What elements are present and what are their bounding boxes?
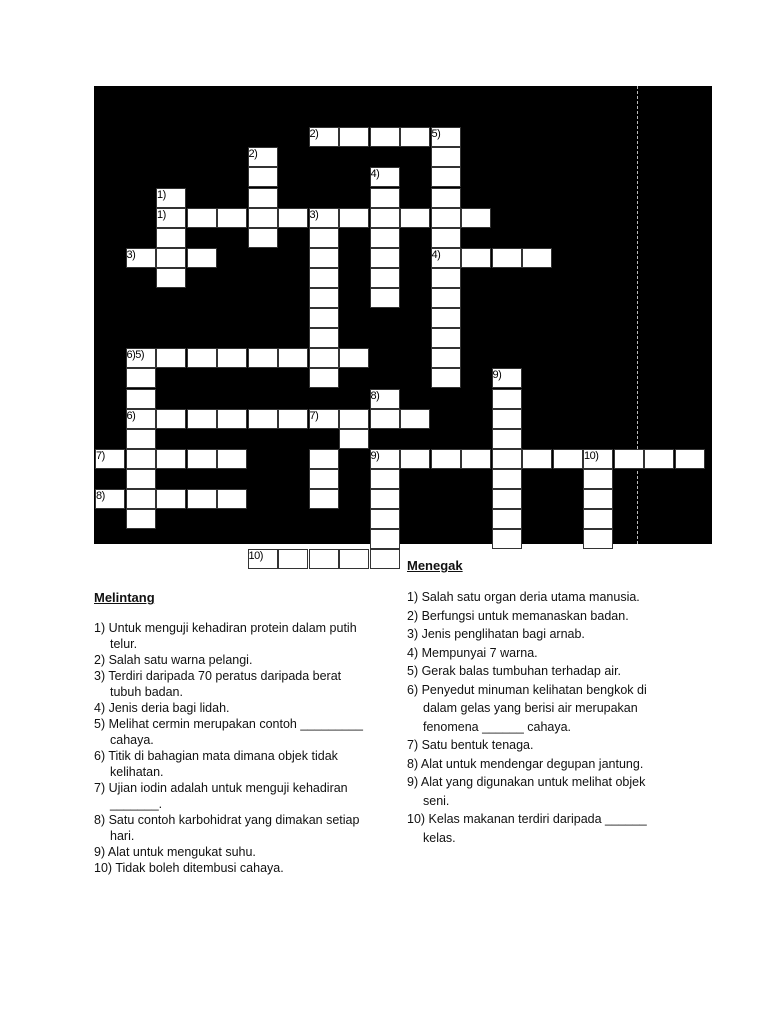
crossword-cell[interactable] <box>675 449 705 469</box>
melintang-clue: 5) Melihat cermin merupakan contoh _________ cahaya. <box>94 717 363 747</box>
crossword-cell[interactable] <box>126 469 156 489</box>
crossword-cell[interactable] <box>370 509 400 529</box>
crossword-cell[interactable] <box>309 348 339 368</box>
crossword-cell[interactable] <box>95 489 125 509</box>
crossword-cell[interactable] <box>370 268 400 288</box>
crossword-cell[interactable] <box>492 248 522 268</box>
melintang-clue: 8) Satu contoh karbohidrat yang dimakan setiap hari. <box>94 813 360 843</box>
menegak-clue: 5) Gerak balas tumbuhan terhadap air. <box>407 664 622 678</box>
crossword-cell[interactable] <box>583 449 613 469</box>
crossword-cell[interactable] <box>156 268 186 288</box>
melintang-clue: 9) Alat untuk mengukat suhu. <box>94 845 256 859</box>
clue-number-label: 6) <box>126 409 136 422</box>
crossword-cell[interactable] <box>187 409 217 429</box>
crossword-cell[interactable] <box>309 268 339 288</box>
crossword-cell[interactable] <box>126 368 156 388</box>
clue-number-label: 2) <box>309 128 319 141</box>
crossword-cell[interactable] <box>370 469 400 489</box>
crossword-cell[interactable] <box>187 489 217 509</box>
menegak-clue: 3) Jenis penglihatan bagi arnab. <box>407 627 585 641</box>
crossword-cell[interactable] <box>278 348 308 368</box>
clue-number-label: 6)5) <box>126 349 145 362</box>
clue-number-label: 1) <box>157 188 166 201</box>
crossword-cell[interactable] <box>492 489 522 509</box>
melintang-clue: 4) Jenis deria bagi lidah. <box>94 701 230 715</box>
melintang-clue: 1) Untuk menguji kehadiran protein dalam putih telur. <box>94 621 357 651</box>
crossword-cell[interactable] <box>522 449 552 469</box>
clue-number-label: 9) <box>370 449 380 462</box>
crossword-cell[interactable] <box>309 449 339 469</box>
menegak-clue-list <box>407 588 675 847</box>
crossword-cell[interactable] <box>431 328 461 348</box>
crossword-cell[interactable] <box>217 489 247 509</box>
clue-number-label: 7) <box>309 409 319 422</box>
crossword-cell[interactable] <box>431 188 461 208</box>
melintang-clue: 3) Terdiri daripada 70 peratus daripada berat tubuh badan. <box>94 669 342 699</box>
crossword-cell[interactable] <box>126 348 156 368</box>
crossword-cell[interactable] <box>309 288 339 308</box>
crossword-cell[interactable] <box>431 248 461 268</box>
crossword-cell[interactable] <box>431 348 461 368</box>
crossword-cell[interactable] <box>309 127 339 147</box>
crossword-cell[interactable] <box>156 348 186 368</box>
crossword-cell[interactable] <box>309 328 339 348</box>
crossword-cell[interactable] <box>278 409 308 429</box>
crossword-cell[interactable] <box>492 509 522 529</box>
crossword-cell[interactable] <box>187 348 217 368</box>
crossword-cell[interactable] <box>431 167 461 187</box>
melintang-clue: 7) Ujian iodin adalah untuk menguji kehadiran _______. <box>94 781 348 811</box>
crossword-cell[interactable] <box>248 167 278 187</box>
menegak-clue: 9) Alat yang digunakan untuk melihat objek seni. <box>407 775 646 808</box>
menegak-clue: 2) Berfungsi untuk memanaskan badan. <box>407 608 629 623</box>
crossword-cell[interactable] <box>431 308 461 328</box>
crossword-cell[interactable] <box>187 449 217 469</box>
crossword-cell[interactable] <box>492 469 522 489</box>
crossword-cell[interactable] <box>461 449 491 469</box>
crossword-cell[interactable] <box>217 409 247 429</box>
crossword-cell[interactable] <box>522 248 552 268</box>
crossword-cell[interactable] <box>217 348 247 368</box>
crossword-cell[interactable] <box>339 127 369 147</box>
crossword-cell[interactable] <box>431 228 461 248</box>
crossword-cell[interactable] <box>583 529 613 549</box>
melintang-clue: 2) Salah satu warna pelangi. <box>94 653 253 667</box>
crossword-cell[interactable] <box>309 228 339 248</box>
crossword-cell[interactable] <box>248 188 278 208</box>
clue-number-label: 3) <box>126 248 136 261</box>
crossword-cell[interactable] <box>248 147 278 167</box>
crossword-cell[interactable] <box>339 208 369 228</box>
crossword-cell[interactable] <box>370 288 400 308</box>
crossword-cell[interactable] <box>126 429 156 449</box>
crossword-cell[interactable] <box>370 208 400 228</box>
crossword-cell[interactable] <box>370 409 400 429</box>
crossword-cell[interactable] <box>248 208 278 228</box>
clue-number-label: 8) <box>96 490 105 502</box>
crossword-cell[interactable] <box>309 368 339 388</box>
crossword-cell[interactable] <box>95 449 125 469</box>
crossword-cell[interactable] <box>431 449 461 469</box>
crossword-cell[interactable] <box>370 549 400 569</box>
crossword-cell[interactable] <box>309 248 339 268</box>
crossword-cell[interactable] <box>126 248 156 268</box>
crossword-cell[interactable] <box>644 449 674 469</box>
crossword-cell[interactable] <box>156 248 186 268</box>
melintang-clue: 6) Titik di bahagian mata dimana objek tidak kelihatan. <box>94 749 338 779</box>
crossword-cell[interactable] <box>309 208 339 228</box>
crossword-cell[interactable] <box>431 208 461 228</box>
crossword-cell[interactable] <box>309 409 339 429</box>
crossword-cell[interactable] <box>248 228 278 248</box>
crossword-cell[interactable] <box>309 308 339 328</box>
crossword-cell[interactable] <box>126 409 156 429</box>
grid-divider-line <box>637 86 638 544</box>
clue-number-label: 7) <box>96 449 105 462</box>
clue-number-label: 10) <box>584 449 599 462</box>
crossword-cell[interactable] <box>187 208 217 228</box>
crossword-cell[interactable] <box>126 489 156 509</box>
crossword-cell[interactable] <box>492 529 522 549</box>
melintang-clue-list <box>94 620 370 876</box>
crossword-cell[interactable] <box>248 409 278 429</box>
crossword-grid <box>94 86 712 563</box>
clue-number-label: 5) <box>431 128 441 141</box>
melintang-heading: Melintang <box>94 590 155 605</box>
crossword-cell[interactable] <box>461 248 491 268</box>
crossword-cell[interactable] <box>156 449 186 469</box>
crossword-cell[interactable] <box>126 509 156 529</box>
crossword-cell[interactable] <box>156 409 186 429</box>
crossword-cell[interactable] <box>370 389 400 409</box>
clue-number-label: 1) <box>157 208 166 221</box>
clue-number-label: 4) <box>431 248 441 261</box>
menegak-clue: 8) Alat untuk mendengar degupan jantung. <box>407 756 644 771</box>
crossword-cell[interactable] <box>339 549 369 569</box>
melintang-clue: 10) Tidak boleh ditembusi cahaya. <box>94 861 284 875</box>
crossword-cell[interactable] <box>614 449 644 469</box>
crossword-cell[interactable] <box>187 248 217 268</box>
menegak-clue: 1) Salah satu organ deria utama manusia. <box>407 590 640 604</box>
crossword-cell[interactable] <box>339 429 369 449</box>
crossword-cell[interactable] <box>431 147 461 167</box>
crossword-cell[interactable] <box>248 348 278 368</box>
menegak-clue: 6) Penyedut minuman kelihatan bengkok di dalam gelas yang berisi air merupakan fenomena ______ cahaya. <box>407 682 647 734</box>
crossword-cell[interactable] <box>431 368 461 388</box>
crossword-cell[interactable] <box>248 549 278 569</box>
crossword-cell[interactable] <box>370 228 400 248</box>
crossword-cell[interactable] <box>278 208 308 228</box>
menegak-clue: 10) Kelas makanan terdiri daripada ______ kelas. <box>407 812 647 845</box>
crossword-cell[interactable] <box>309 549 339 569</box>
crossword-cell[interactable] <box>126 389 156 409</box>
crossword-cell[interactable] <box>217 208 247 228</box>
crossword-cell[interactable] <box>400 409 430 429</box>
crossword-cell[interactable] <box>492 389 522 409</box>
crossword-cell[interactable] <box>217 449 247 469</box>
crossword-cell[interactable] <box>339 409 369 429</box>
crossword-cell[interactable] <box>278 549 308 569</box>
crossword-cell[interactable] <box>400 127 430 147</box>
menegak-clue: 7) Satu bentuk tenaga. <box>407 738 534 752</box>
crossword-cell[interactable] <box>156 489 186 509</box>
crossword-cell[interactable] <box>370 188 400 208</box>
crossword-cell[interactable] <box>583 509 613 529</box>
crossword-cell[interactable] <box>370 489 400 509</box>
clue-number-label: 4) <box>370 168 380 181</box>
crossword-cell[interactable] <box>370 529 400 549</box>
crossword-cell[interactable] <box>370 449 400 469</box>
crossword-cell[interactable] <box>431 268 461 288</box>
crossword-cell[interactable] <box>126 449 156 469</box>
crossword-cell[interactable] <box>553 449 583 469</box>
crossword-cell[interactable] <box>156 188 186 208</box>
crossword-cell[interactable] <box>309 489 339 509</box>
crossword-cell[interactable] <box>156 208 186 228</box>
menegak-heading: Menegak <box>407 558 463 573</box>
crossword-cell[interactable] <box>431 127 461 147</box>
crossword-cell[interactable] <box>400 449 430 469</box>
crossword-cell[interactable] <box>309 469 339 489</box>
crossword-cell[interactable] <box>492 368 522 388</box>
crossword-cell[interactable] <box>461 208 491 228</box>
crossword-cell[interactable] <box>370 248 400 268</box>
clue-number-label: 9) <box>492 369 502 382</box>
crossword-cell[interactable] <box>492 409 522 429</box>
crossword-cell[interactable] <box>370 167 400 187</box>
clue-number-label: 3) <box>309 208 319 221</box>
crossword-cell[interactable] <box>492 429 522 449</box>
crossword-cell[interactable] <box>492 449 522 469</box>
crossword-cell[interactable] <box>400 208 430 228</box>
crossword-cell[interactable] <box>370 127 400 147</box>
clue-number-label: 8) <box>370 389 380 402</box>
crossword-cell[interactable] <box>156 228 186 248</box>
clue-number-label: 2) <box>248 148 258 161</box>
clue-number-label: 10) <box>248 550 263 563</box>
crossword-cell[interactable] <box>339 348 369 368</box>
crossword-cell[interactable] <box>583 469 613 489</box>
crossword-cell[interactable] <box>583 489 613 509</box>
crossword-cell[interactable] <box>431 288 461 308</box>
menegak-clue: 4) Mempunyai 7 warna. <box>407 645 538 660</box>
